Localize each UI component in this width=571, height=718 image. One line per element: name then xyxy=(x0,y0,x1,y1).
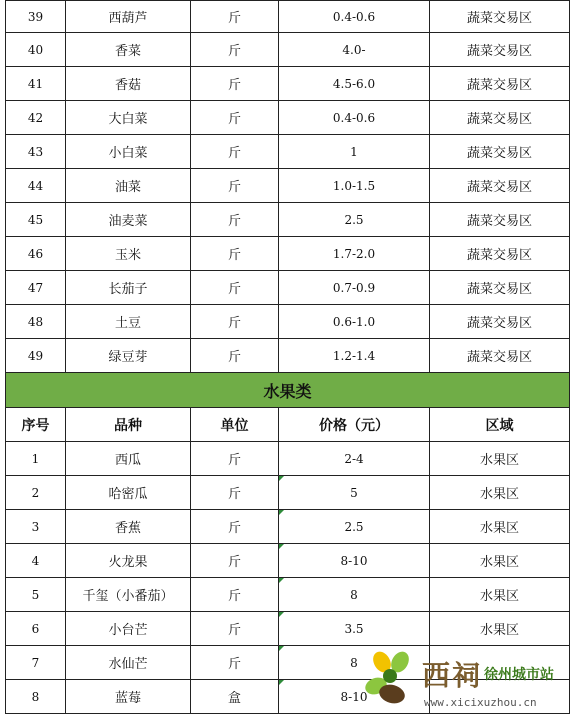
cell-unit: 斤 xyxy=(191,33,279,67)
cell-unit: 斤 xyxy=(191,135,279,169)
cell-name: 蓝莓 xyxy=(66,680,191,714)
cell-price: 8-10 xyxy=(279,680,430,714)
cell-unit: 斤 xyxy=(191,612,279,646)
flower-logo-icon xyxy=(362,648,422,714)
table-row xyxy=(6,1,570,33)
cell-no: 44 xyxy=(6,169,66,203)
cell-no: 49 xyxy=(6,339,66,373)
cell-no: 5 xyxy=(6,578,66,612)
cell-name: 小台芒 xyxy=(66,612,191,646)
price-sheet xyxy=(5,0,569,714)
cell-area: 蔬菜交易区 xyxy=(430,67,570,101)
cell-unit: 斤 xyxy=(191,169,279,203)
table-row xyxy=(6,339,570,373)
cell-area: 蔬菜交易区 xyxy=(430,33,570,67)
table-row xyxy=(6,305,570,339)
table-row xyxy=(6,203,570,237)
cell-name: 火龙果 xyxy=(66,544,191,578)
watermark-brand: 西祠 xyxy=(422,659,483,692)
cell-no: 43 xyxy=(6,135,66,169)
cell-name: 油麦菜 xyxy=(66,203,191,237)
cell-no: 2 xyxy=(6,476,66,510)
cell-unit: 斤 xyxy=(191,271,279,305)
cell-unit: 斤 xyxy=(191,510,279,544)
cell-price: 1.0-1.5 xyxy=(279,169,430,203)
cell-area: 蔬菜交易区 xyxy=(430,271,570,305)
cell-name: 大白菜 xyxy=(66,101,191,135)
cell-price: 1 xyxy=(279,135,430,169)
cell-unit: 斤 xyxy=(191,237,279,271)
table-row xyxy=(6,271,570,305)
header-row xyxy=(6,408,570,442)
vegetable-rows xyxy=(6,1,570,373)
cell-unit: 斤 xyxy=(191,101,279,135)
col-header-price: 价格（元） xyxy=(279,408,430,442)
cell-area: 蔬菜交易区 xyxy=(430,101,570,135)
cell-no: 45 xyxy=(6,203,66,237)
cell-no: 48 xyxy=(6,305,66,339)
cell-name: 西葫芦 xyxy=(66,1,191,33)
table-row xyxy=(6,237,570,271)
watermark-logo xyxy=(362,648,567,714)
cell-no: 40 xyxy=(6,33,66,67)
cell-area: 水果区 xyxy=(430,510,570,544)
cell-area: 水果区 xyxy=(430,442,570,476)
table-row xyxy=(6,33,570,67)
cell-area: 蔬菜交易区 xyxy=(430,339,570,373)
price-table xyxy=(5,0,570,714)
cell-area: 水果区 xyxy=(430,544,570,578)
cell-no: 47 xyxy=(6,271,66,305)
cell-unit: 斤 xyxy=(191,339,279,373)
cell-price: 2-4 xyxy=(279,442,430,476)
cell-unit: 斤 xyxy=(191,544,279,578)
cell-area: 蔬菜交易区 xyxy=(430,1,570,33)
cell-name: 玉米 xyxy=(66,237,191,271)
watermark-city: 徐州城市站 xyxy=(484,667,554,683)
cell-name: 水仙芒 xyxy=(66,646,191,680)
section-title: 水果类 xyxy=(6,373,570,408)
cell-name: 哈密瓜 xyxy=(66,476,191,510)
cell-unit: 盒 xyxy=(191,680,279,714)
cell-no: 8 xyxy=(6,680,66,714)
cell-area: 蔬菜交易区 xyxy=(430,305,570,339)
cell-price: 0.7-0.9 xyxy=(279,271,430,305)
cell-no: 46 xyxy=(6,237,66,271)
table-row xyxy=(6,476,570,510)
table-row xyxy=(6,578,570,612)
cell-unit: 斤 xyxy=(191,67,279,101)
cell-area: 水果区 xyxy=(430,476,570,510)
table-row xyxy=(6,544,570,578)
cell-name: 千玺（小番茄） xyxy=(66,578,191,612)
cell-no: 4 xyxy=(6,544,66,578)
cell-price: 0.6-1.0 xyxy=(279,305,430,339)
col-header-no: 序号 xyxy=(6,408,66,442)
table-row xyxy=(6,169,570,203)
cell-no: 3 xyxy=(6,510,66,544)
cell-unit: 斤 xyxy=(191,442,279,476)
cell-area: 水果区 xyxy=(430,612,570,646)
cell-no: 7 xyxy=(6,646,66,680)
cell-area: 蔬菜交易区 xyxy=(430,203,570,237)
cell-price: 8 xyxy=(279,578,430,612)
cell-no: 42 xyxy=(6,101,66,135)
cell-area: 蔬菜交易区 xyxy=(430,135,570,169)
cell-name: 长茄子 xyxy=(66,271,191,305)
cell-no: 39 xyxy=(6,1,66,33)
cell-price: 1.2-1.4 xyxy=(279,339,430,373)
cell-area: 水果区 xyxy=(430,578,570,612)
table-row xyxy=(6,510,570,544)
cell-name: 小白菜 xyxy=(66,135,191,169)
cell-name: 油菜 xyxy=(66,169,191,203)
table-row xyxy=(6,67,570,101)
cell-name: 香菇 xyxy=(66,67,191,101)
col-header-area: 区域 xyxy=(430,408,570,442)
section-row xyxy=(6,373,570,408)
cell-price: 4.5-6.0 xyxy=(279,67,430,101)
cell-unit: 斤 xyxy=(191,646,279,680)
col-header-unit: 单位 xyxy=(191,408,279,442)
cell-price: 2.5 xyxy=(279,203,430,237)
cell-price: 5 xyxy=(279,476,430,510)
cell-name: 西瓜 xyxy=(66,442,191,476)
table-row xyxy=(6,135,570,169)
cell-no: 1 xyxy=(6,442,66,476)
cell-price: 8 xyxy=(279,646,430,680)
col-header-name: 品种 xyxy=(66,408,191,442)
table-row xyxy=(6,612,570,646)
cell-unit: 斤 xyxy=(191,305,279,339)
cell-name: 香菜 xyxy=(66,33,191,67)
cell-price: 2.5 xyxy=(279,510,430,544)
cell-price: 0.4-0.6 xyxy=(279,101,430,135)
cell-name: 香蕉 xyxy=(66,510,191,544)
cell-no: 41 xyxy=(6,67,66,101)
cell-price: 0.4-0.6 xyxy=(279,1,430,33)
cell-price: 8-10 xyxy=(279,544,430,578)
cell-area: 蔬菜交易区 xyxy=(430,237,570,271)
watermark-url: www.xicixuzhou.cn xyxy=(424,696,537,709)
cell-unit: 斤 xyxy=(191,578,279,612)
cell-no: 6 xyxy=(6,612,66,646)
table-row xyxy=(6,101,570,135)
cell-name: 绿豆芽 xyxy=(66,339,191,373)
cell-name: 土豆 xyxy=(66,305,191,339)
cell-price: 1.7-2.0 xyxy=(279,237,430,271)
cell-unit: 斤 xyxy=(191,1,279,33)
cell-unit: 斤 xyxy=(191,476,279,510)
cell-price: 4.0- xyxy=(279,33,430,67)
cell-area: 蔬菜交易区 xyxy=(430,169,570,203)
table-row xyxy=(6,442,570,476)
cell-unit: 斤 xyxy=(191,203,279,237)
cell-price: 3.5 xyxy=(279,612,430,646)
